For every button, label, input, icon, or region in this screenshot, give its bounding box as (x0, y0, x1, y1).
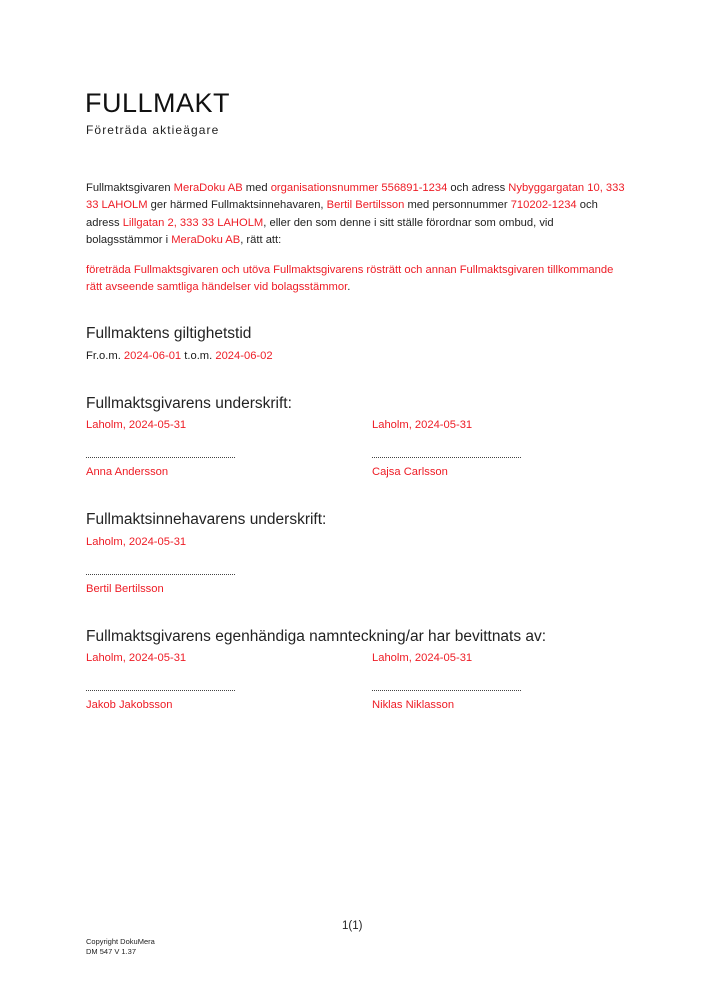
authority-text: företräda Fullmaktsgivaren och utöva Fullmaktsgivarens rösträtt och annan Fullmaktsgivaren tillkommande rätt avseende samtliga händelser vid bolagsstämmor (86, 264, 614, 294)
signature-line[interactable] (86, 690, 235, 691)
intro-text: och adress (447, 182, 509, 194)
intro-text: med personnummer (404, 199, 511, 212)
document-subtitle: Företräda aktieägare (86, 123, 220, 137)
validity-period (86, 348, 273, 364)
signer-name: Bertil Bertilsson (86, 583, 164, 595)
signature-line[interactable] (86, 574, 235, 575)
intro-text: med (242, 182, 271, 194)
intro-text: ger härmed Fullmaktsinnehavaren, (147, 199, 327, 212)
document-title: FULLMAKT (85, 88, 231, 118)
grantor-address: Nybyggargatan 10, 333 33 LAHOLM (86, 182, 625, 212)
intro-paragraph (86, 180, 626, 249)
holder-address: Lillgatan 2, 333 33 LAHOLM (122, 216, 264, 229)
signature-line[interactable] (372, 457, 521, 458)
document-version: DM 547 V 1.37 (86, 947, 137, 956)
signature-line[interactable] (372, 690, 521, 691)
company-name: MeraDoku AB (171, 233, 241, 246)
grantor-company: MeraDoku AB (173, 182, 243, 194)
holder-name: Bertil Bertilsson (326, 199, 405, 212)
copyright-text: Copyright DokuMera (86, 937, 155, 946)
from-label: Fr.o.m. (86, 350, 121, 362)
authority-paragraph (86, 262, 626, 297)
witness-name: Jakob Jakobsson (86, 699, 173, 711)
from-date: 2024-06-01 (123, 350, 182, 362)
page-number: 1(1) (342, 920, 363, 932)
holder-personal-number: 710202-1234 (510, 199, 577, 212)
holder-signature-heading: Fullmaktsinnehavarens underskrift: (86, 511, 327, 528)
grantor-signature-heading: Fullmaktsgivarens underskrift: (86, 395, 292, 412)
signature-place-date: Laholm, 2024-05-31 (86, 536, 187, 548)
validity-heading: Fullmaktens giltighetstid (86, 325, 252, 342)
signer-name: Cajsa Carlsson (372, 466, 448, 478)
to-label: t.o.m. (184, 350, 213, 362)
witness-name: Niklas Niklasson (372, 699, 455, 711)
signer-name: Anna Andersson (86, 466, 169, 478)
intro-text: , eller den som denne i sitt ställe förordnar som ombud, vid bolagsstämmor i (86, 216, 554, 246)
signature-place-date: Laholm, 2024-05-31 (372, 652, 473, 664)
signature-place-date: Laholm, 2024-05-31 (372, 419, 473, 431)
grantor-org-number: organisationsnummer 556891-1234 (270, 182, 448, 194)
signature-place-date: Laholm, 2024-05-31 (86, 419, 187, 431)
signature-place-date: Laholm, 2024-05-31 (86, 652, 187, 664)
authority-period: . (347, 281, 351, 294)
witness-heading: Fullmaktsgivarens egenhändiga namnteckning/ar har bevittnats av: (86, 628, 547, 645)
to-date: 2024-06-02 (215, 350, 273, 362)
intro-text: Fullmaktsgivaren (86, 182, 174, 194)
intro-text: och adress (86, 199, 598, 229)
intro-text: , rätt att: (240, 233, 282, 246)
signature-line[interactable] (86, 457, 235, 458)
